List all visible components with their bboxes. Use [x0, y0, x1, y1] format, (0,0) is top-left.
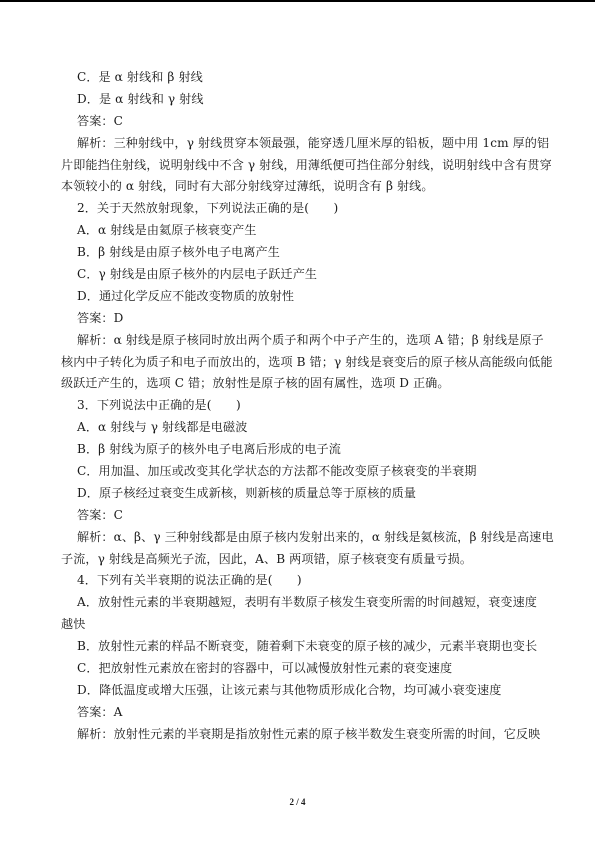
text-line: 4．下列有关半衰期的说法正确的是( ) — [77, 573, 302, 588]
text-line: B．放射性元素的样品不断衰变，随着剩下未衰变的原子核的减少，元素半衰期也变长 — [77, 639, 538, 654]
text-line: C．γ 射线是由原子核外的内层电子跃迁产生 — [77, 267, 318, 282]
document-body — [61, 67, 554, 746]
text-line: D．原子核经过衰变生成新核，则新核的质量总等于原核的质量 — [77, 485, 417, 500]
text-line: 3．下列说法中正确的是( ) — [77, 398, 241, 413]
text-line: 解析：放射性元素的半衰期是指放射性元素的原子核半数发生衰变所需的时间，它反映 — [77, 726, 541, 741]
text-line: 本领较小的 α 射线，同时有大部分射线穿过薄纸，说明含有 β 射线。 — [61, 179, 434, 194]
text-line: C．把放射性元素放在密封的容器中，可以减慢放射性元素的衰变速度 — [77, 661, 453, 676]
text-line: C．用加温、加压或改变其化学状态的方法都不能改变原子核衰变的半衰期 — [77, 464, 477, 479]
text-line: D．通过化学反应不能改变物质的放射性 — [77, 288, 295, 303]
text-line: D．降低温度或增大压强，让该元素与其他物质形成化合物，均可减小衰变速度 — [77, 682, 502, 697]
text-line: A．放射性元素的半衰期越短，表明有半数原子核发生衰变所需的时间越短，衰变速度 — [77, 595, 538, 610]
text-line: A．α 射线与 γ 射线都是电磁波 — [77, 420, 248, 435]
text-line: 答案：A — [77, 704, 123, 719]
top-rule — [0, 0, 595, 2]
text-line: 越快 — [61, 617, 86, 632]
text-line: 解析：三种射线中，γ 射线贯穿本领最强，能穿透几厘米厚的铅板，题中用 1cm 厚的铝 — [77, 135, 550, 150]
text-line: 解析：α、β、γ 三种射线都是由原子核内发射出来的，α 射线是氦核流，β 射线是高速电 — [77, 529, 554, 544]
text-line: 级跃迁产生的，选项 C 错；放射性是原子核的固有属性，选项 D 正确。 — [61, 376, 450, 391]
text-line: 2．关于天然放射现象，下列说法正确的是( ) — [77, 201, 339, 216]
text-line: 子流，γ 射线是高频光子流，因此，A、B 两项错，原子核衰变有质量亏损。 — [61, 551, 473, 566]
text-line: D．是 α 射线和 γ 射线 — [77, 91, 204, 106]
text-line: 答案：C — [77, 507, 123, 522]
text-line: 片即能挡住射线，说明射线中不含 γ 射线，用薄纸便可挡住部分射线，说明射线中含有贯穿 — [61, 157, 552, 172]
text-line: 核内中子转化为质子和电子而放出的，选项 B 错；γ 射线是衰变后的原子核从高能级向低能 — [61, 354, 553, 369]
text-line: B．β 射线为原子的核外电子电离后形成的电子流 — [77, 442, 341, 457]
text-line: A．α 射线是由氦原子核衰变产生 — [77, 223, 257, 238]
text-line: 答案：D — [77, 310, 124, 325]
text-line: C．是 α 射线和 β 射线 — [77, 70, 203, 84]
text-line: B．β 射线是由原子核外电子电离产生 — [77, 245, 280, 260]
page-number: 2 / 4 — [289, 797, 306, 807]
text-line: 答案：C — [77, 113, 123, 128]
text-line: 解析：α 射线是原子核同时放出两个质子和两个中子产生的，选项 A 错；β 射线是原子 — [77, 332, 544, 347]
